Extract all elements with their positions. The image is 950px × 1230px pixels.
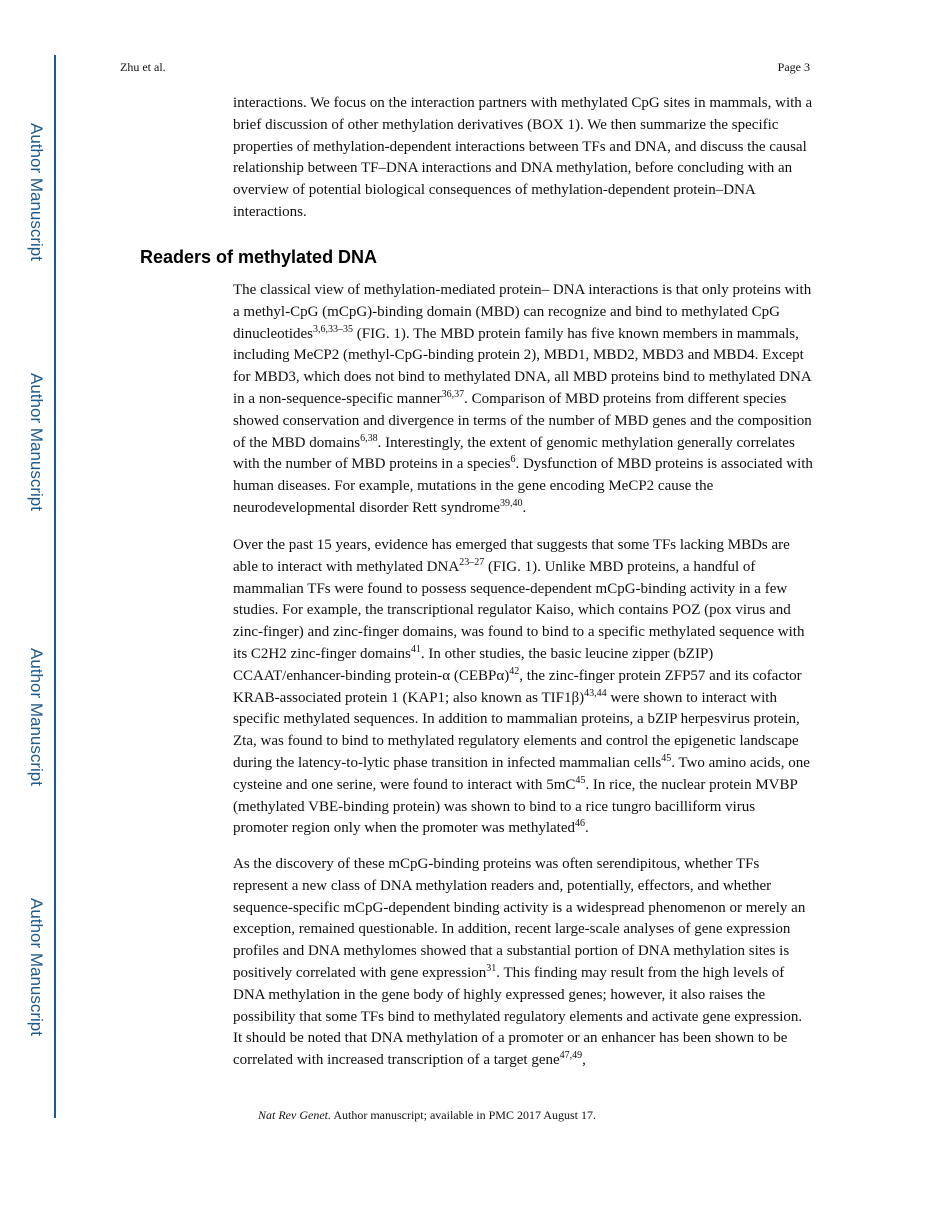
paragraph-1: The classical view of methylation-mediated protein– DNA interactions is that only proteins with a methyl-CpG (mCpG)-binding domain (MBD) can recognize and bind to methylated CpG dinucleotides$^{3,6,33-35}$ (FIG. 1). The MBD protein family has five known members in mammals, including MeCP2 (methyl-CpG-binding protein 2), MBD1, MBD2, MBD3 and MBD4. Except for MBD3, which does not bind to methylated DNA, all MBD proteins bind to methylated DNA in a non-sequence-specific manner$^{36,37}$. Comparison of MBD proteins from different species showed conservation and divergence in terms of the number of MBD genes and the composition of the MBD domains$^{6,38}$. Interestingly, the extent of genomic methylation generally correlates with the number of MBD proteins in a species$^6$. Dysfunction of MBD proteins is associated with human diseases. For example, mutations in the gene encoding MeCP2 cause the neurodevelopmental disorder Rett syndrome$^{39,40}$. — [233, 282, 813, 516]
paragraph-3: As the discovery of these mCpG-binding proteins was often serendipitous, whether TFs represent a new class of DNA methylation readers and, potentially, effectors, and whether sequence-specific mCpG-dependent binding activity is a widespread phenomenon or merely an exception, remained questionable. In addition, recent large-scale analyses of gene expression profiles and DNA methylomes showed that a substantial portion of DNA methylation sites is positively correlated with gene expression$^{31}$. This finding may result from the high levels of DNA methylation in the gene body of highly expressed genes; however, it also raises the possibility that some TFs bind to methylated regulatory elements and activate gene expression. It should be noted that DNA methylation of a promoter or an enhancer has been shown to be correlated with increased transcription of a target gene$^{47,49}$, — [233, 856, 806, 1069]
journal-name: Nat Rev Genet. — [258, 1108, 331, 1122]
citation-superscript: 45 — [575, 774, 586, 786]
citation-superscript: 45 — [661, 752, 672, 764]
section-heading: Readers of methylated DNA — [140, 247, 378, 267]
citation-superscript: 47,49 — [559, 1050, 583, 1062]
citation-superscript: 43,44 — [584, 687, 607, 699]
footer-note: Author manuscript; available in PMC 2017 August 17. — [330, 1108, 596, 1122]
citation-superscript: 46 — [575, 818, 585, 830]
citation-superscript: 36,37 — [441, 388, 465, 400]
page-footer — [258, 1108, 596, 1123]
citation-superscript: 39,40 — [500, 497, 523, 509]
running-head-author: Zhu et al. — [120, 60, 166, 74]
citation-superscript: 31 — [486, 962, 497, 974]
author-manuscript-label: Author Manuscript — [27, 648, 46, 786]
intro-paragraph: interactions. We focus on the interaction partners with methylated CpG sites in mammals, with a brief discussion of other methylation derivatives (BOX 1). We then summarize the specific properties of methylation-dependent interactions between TFs and DNA, and discuss the causal relationship between TF–DNA interactions and DNA methylation, before concluding with an overview of potential biological consequences of methylation-dependent protein–DNA interactions. — [233, 95, 813, 220]
citation-superscript: 41 — [410, 643, 421, 655]
author-manuscript-label: Author Manuscript — [27, 373, 46, 511]
citation-superscript: 6,38 — [360, 432, 378, 444]
page-number: Page 3 — [777, 60, 810, 74]
paragraph-2: Over the past 15 years, evidence has emerged that suggests that some TFs lacking MBDs are able to interact with methylated DNA$^{23-27}$ (FIG. 1). Unlike MBD proteins, a handful of mammalian TFs were found to possess sequence-dependent mCpG-binding activity in a few studies. For example, the transcriptional regulator Kaiso, which contains POZ (pox virus and zinc-finger) and zinc-finger domains, was found to bind to a specific methylated sequence with its C2H2 zinc-finger domains$^{41}$. In other studies, the basic leucine zipper (bZIP) CCAAT/enhancer-binding protein-α (CEBPα)$^{42}$, the zinc-finger protein ZFP57 and its cofactor KRAB-associated protein 1 (KAP1; also known as TIF1β)$^{43,44}$ were shown to interact with specific methylated sequences. In addition to mammalian proteins, a bZIP herpesvirus protein, Zta, was found to bind to methylated regulatory elements and control the epigenetic landscape during the latency-to-lytic phase transition in infected mammalian cells$^{45}$. Two amino acids, one cysteine and one serine, were found to interact with $5mC^{45}$. In rice, the nuclear protein MVBP (methylated VBE-binding protein) was shown to bind to a rice tungro bacilliform virus promoter region only when the promoter was methylated$^{46}$. — [233, 537, 810, 837]
citation-superscript: 42 — [509, 665, 520, 677]
author-manuscript-label: Author Manuscript — [27, 898, 46, 1036]
citation-superscript: 23–27 — [459, 556, 485, 568]
author-manuscript-label: Author Manuscript — [27, 123, 46, 261]
citation-superscript: 6 — [510, 454, 516, 466]
citation-superscript: 3,6,33–35 — [312, 323, 353, 335]
